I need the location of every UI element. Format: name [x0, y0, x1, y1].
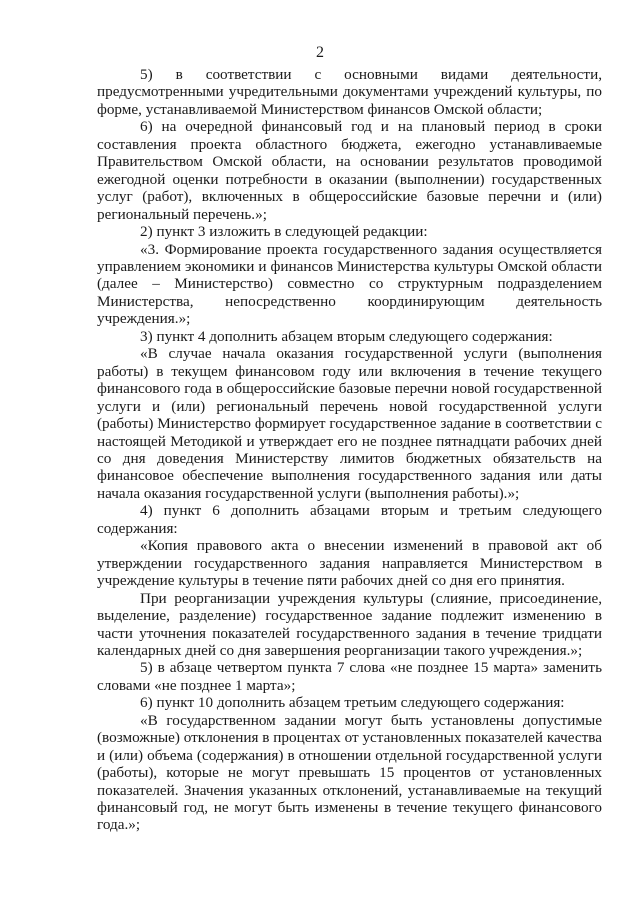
paragraph-point-6-text-1: «Копия правового акта о внесении изменений в правовой акт об утверждении государственного задания направляется Министерством в учреждение культуры в течение пяти рабочих дней со дня его принятия. — [97, 537, 602, 590]
paragraph-amend-point-3: 2) пункт 3 изложить в следующей редакции: — [140, 223, 428, 241]
paragraph-point-4-text: «В случае начала оказания государственной услуги (выполнения работы) в текущем финансовом году или включения в течение текущего финансового года в общероссийские базовые перечни новой государственной услуги и (или) региональный перечень новой государственной услуги (работы) Министерство формирует государственное задание в соответствии с настоящей Методикой и утверждает его не позднее пятнадцати рабочих дней со дня доведения Министерству лимитов бюджетных обязательств на финансовое обеспечение выполнения государственного задания или даты начала оказания государственной услуги (выполнения работы).»; — [97, 345, 602, 502]
paragraph-amend-point-10: 6) пункт 10 дополнить абзацем третьим следующего содержания: — [140, 694, 565, 712]
paragraph-point-10-text: «В государственном задании могут быть установлены допустимые (возможные) отклонения в процентах от установленных показателей качества и (или) объема (содержания) в отношении отдельной государственной услуги (работы), которые не могут превышать 15 процентов от установленных показателей. Значения указанных отклонений, устанавливаемые на текущий финансовый год, не могут быть изменены в течение текущего финансового года.»; — [97, 711, 602, 834]
paragraph-point-3-text: «3. Формирование проекта государственного задания осуществляется управлением экономики и финансов Министерства культуры Омской области (далее – Министерство) совместно со структурным подразделением Министерства, непосредственно координирующим деятельность учреждения.»; — [97, 240, 602, 328]
paragraph-point-6-text-2: При реорганизации учреждения культуры (слияние, присоединение, выделение, разделение) государственное задание подлежит изменению в части уточнения показателей государственного задания в течение тридцати календарных дней со дня завершения реорганизации такого учреждения.»; — [97, 589, 602, 659]
document-body — [97, 66, 602, 834]
paragraph-item-5: 5) в соответствии с основными видами деятельности, предусмотренными учредительными документами учреждений культуры, по форме, устанавливаемой Министерством финансов Омской области; — [97, 66, 602, 118]
paragraph-amend-point-6: 4) пункт 6 дополнить абзацами вторым и третьим следующего содержания: — [97, 502, 602, 537]
paragraph-amend-point-7: 5) в абзаце четвертом пункта 7 слова «не позднее 15 марта» заменить словами «не позднее 1 марта»; — [97, 659, 602, 694]
paragraph-amend-point-4: 3) пункт 4 дополнить абзацем вторым следующего содержания: — [140, 327, 553, 345]
page-number: 2 — [316, 44, 324, 61]
paragraph-item-6: 6) на очередной финансовый год и на плановый период в сроки составления проекта областного бюджета, ежегодно устанавливаемые Правительством Омской области, на основании результатов проводимой ежегодной оценки потребности в оказании (выполнении) государственных услуг (работ), включенных в общероссийские базовые перечни и (или) региональный перечень.»; — [97, 118, 602, 223]
